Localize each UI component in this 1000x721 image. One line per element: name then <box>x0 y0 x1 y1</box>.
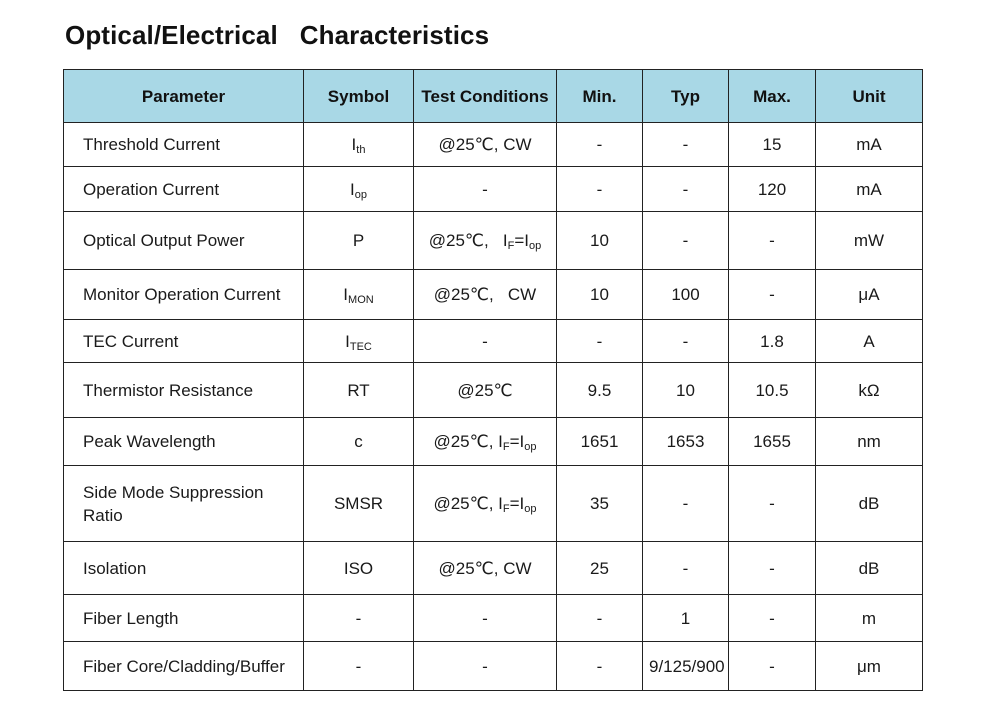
symbol-main: - <box>355 608 362 628</box>
symbol-subscript: TEC <box>349 340 372 353</box>
cell-max: 10.5 <box>729 363 816 418</box>
cell-test-conditions <box>414 320 557 363</box>
condition-main: @25℃, CW <box>438 135 532 154</box>
cell-parameter: Fiber Core/Cladding/Buffer <box>64 642 304 691</box>
cell-typ: 9/125/900 <box>643 642 729 691</box>
cell-symbol <box>304 418 414 466</box>
cell-unit: kΩ <box>816 363 923 418</box>
header-parameter: Parameter <box>64 70 304 123</box>
symbol-main: I <box>350 179 355 199</box>
table-row <box>64 363 923 418</box>
condition-subscript: F <box>507 240 515 252</box>
cell-max: - <box>729 212 816 270</box>
cell-max: - <box>729 466 816 542</box>
cell-parameter: TEC Current <box>64 320 304 363</box>
cell-min: - <box>557 642 643 691</box>
cell-min: 9.5 <box>557 363 643 418</box>
condition-main: @25℃, CW <box>438 558 532 578</box>
condition-main: @25℃, I <box>433 432 503 451</box>
condition-main: @25℃, I <box>428 231 508 250</box>
cell-min: - <box>557 167 643 212</box>
symbol-main: - <box>355 656 362 676</box>
cell-min: 25 <box>557 542 643 595</box>
condition-subscript-2: op <box>529 240 542 252</box>
cell-test-conditions <box>414 466 557 542</box>
cell-typ: - <box>643 123 729 167</box>
condition-subscript-2: op <box>524 503 537 515</box>
cell-symbol <box>304 270 414 320</box>
symbol-main: c <box>354 432 363 451</box>
table-row <box>64 466 923 542</box>
cell-max: - <box>729 595 816 642</box>
symbol-main: SMSR <box>333 494 384 513</box>
symbol-main: I <box>351 135 357 154</box>
symbol-main: RT <box>347 380 370 400</box>
condition-main: - <box>482 331 488 351</box>
cell-parameter: Side Mode Suppression Ratio <box>64 466 304 542</box>
cell-test-conditions <box>414 167 557 212</box>
cell-unit: dB <box>816 466 923 542</box>
condition-main: @25℃, I <box>433 494 503 513</box>
cell-symbol <box>304 542 414 595</box>
symbol-main: I <box>345 331 350 351</box>
cell-min: - <box>557 320 643 363</box>
cell-min: 35 <box>557 466 643 542</box>
cell-test-conditions <box>414 542 557 595</box>
cell-parameter: Monitor Operation Current <box>64 270 304 320</box>
table-row <box>64 123 923 167</box>
condition-main: - <box>482 656 488 676</box>
header-symbol: Symbol <box>304 70 414 123</box>
cell-typ: 1 <box>643 595 729 642</box>
condition-subscript-2: op <box>524 441 537 453</box>
cell-min: 1651 <box>557 418 643 466</box>
symbol-main: P <box>352 231 365 250</box>
cell-unit: m <box>816 595 923 642</box>
page-title: Optical/Electrical Characteristics <box>65 20 490 50</box>
header-test-conditions: Test Conditions <box>414 70 557 123</box>
header-row <box>64 70 923 123</box>
cell-min: 10 <box>557 270 643 320</box>
cell-min: - <box>557 595 643 642</box>
cell-unit: dB <box>816 542 923 595</box>
table-row <box>64 212 923 270</box>
cell-parameter: Operation Current <box>64 167 304 212</box>
cell-max: - <box>729 642 816 691</box>
cell-test-conditions <box>414 363 557 418</box>
condition-tail: =I <box>509 494 525 513</box>
cell-typ: - <box>643 542 729 595</box>
cell-symbol <box>304 363 414 418</box>
cell-symbol <box>304 212 414 270</box>
cell-typ: - <box>643 167 729 212</box>
cell-test-conditions <box>414 595 557 642</box>
cell-parameter: Fiber Length <box>64 595 304 642</box>
cell-min: - <box>557 123 643 167</box>
header-min: Min. <box>557 70 643 123</box>
symbol-main: I <box>343 285 349 304</box>
cell-unit: mA <box>816 123 923 167</box>
cell-max: 1655 <box>729 418 816 466</box>
header-unit: Unit <box>816 70 923 123</box>
characteristics-table <box>63 69 923 691</box>
cell-unit: A <box>816 320 923 363</box>
cell-symbol <box>304 642 414 691</box>
table-row <box>64 418 923 466</box>
table-row <box>64 167 923 212</box>
cell-test-conditions <box>414 212 557 270</box>
cell-unit: μm <box>816 642 923 691</box>
condition-main: @25℃ <box>457 380 513 400</box>
header-max: Max. <box>729 70 816 123</box>
cell-symbol <box>304 595 414 642</box>
cell-max: - <box>729 542 816 595</box>
cell-parameter: Thermistor Resistance <box>64 363 304 418</box>
symbol-subscript: op <box>354 188 367 201</box>
cell-typ: - <box>643 320 729 363</box>
cell-symbol <box>304 466 414 542</box>
cell-unit: nm <box>816 418 923 466</box>
condition-main: - <box>482 179 488 199</box>
condition-main: @25℃, CW <box>433 285 537 304</box>
cell-parameter: Optical Output Power <box>64 212 304 270</box>
condition-tail: =I <box>509 432 525 451</box>
cell-test-conditions <box>414 270 557 320</box>
condition-subscript: F <box>502 441 510 453</box>
cell-unit: mW <box>816 212 923 270</box>
symbol-subscript: MON <box>348 294 374 306</box>
cell-symbol <box>304 123 414 167</box>
condition-main: - <box>482 608 488 628</box>
header-typ: Typ <box>643 70 729 123</box>
cell-unit: mA <box>816 167 923 212</box>
cell-min: 10 <box>557 212 643 270</box>
cell-symbol <box>304 167 414 212</box>
table-body <box>64 123 923 691</box>
cell-parameter: Threshold Current <box>64 123 304 167</box>
cell-test-conditions <box>414 642 557 691</box>
symbol-subscript: th <box>356 144 366 156</box>
cell-typ: 1653 <box>643 418 729 466</box>
cell-max: - <box>729 270 816 320</box>
cell-max: 1.8 <box>729 320 816 363</box>
table-row <box>64 542 923 595</box>
table-row <box>64 270 923 320</box>
cell-typ: 10 <box>643 363 729 418</box>
cell-test-conditions <box>414 418 557 466</box>
condition-subscript: F <box>502 503 510 515</box>
symbol-main: ISO <box>343 558 374 578</box>
table-row <box>64 642 923 691</box>
cell-parameter: Isolation <box>64 542 304 595</box>
cell-symbol <box>304 320 414 363</box>
cell-unit: μA <box>816 270 923 320</box>
cell-typ: 100 <box>643 270 729 320</box>
cell-parameter: Peak Wavelength <box>64 418 304 466</box>
cell-typ: - <box>643 212 729 270</box>
cell-test-conditions <box>414 123 557 167</box>
cell-typ: - <box>643 466 729 542</box>
table-row <box>64 320 923 363</box>
table-row <box>64 595 923 642</box>
cell-max: 15 <box>729 123 816 167</box>
cell-max: 120 <box>729 167 816 212</box>
condition-tail: =I <box>514 231 529 250</box>
